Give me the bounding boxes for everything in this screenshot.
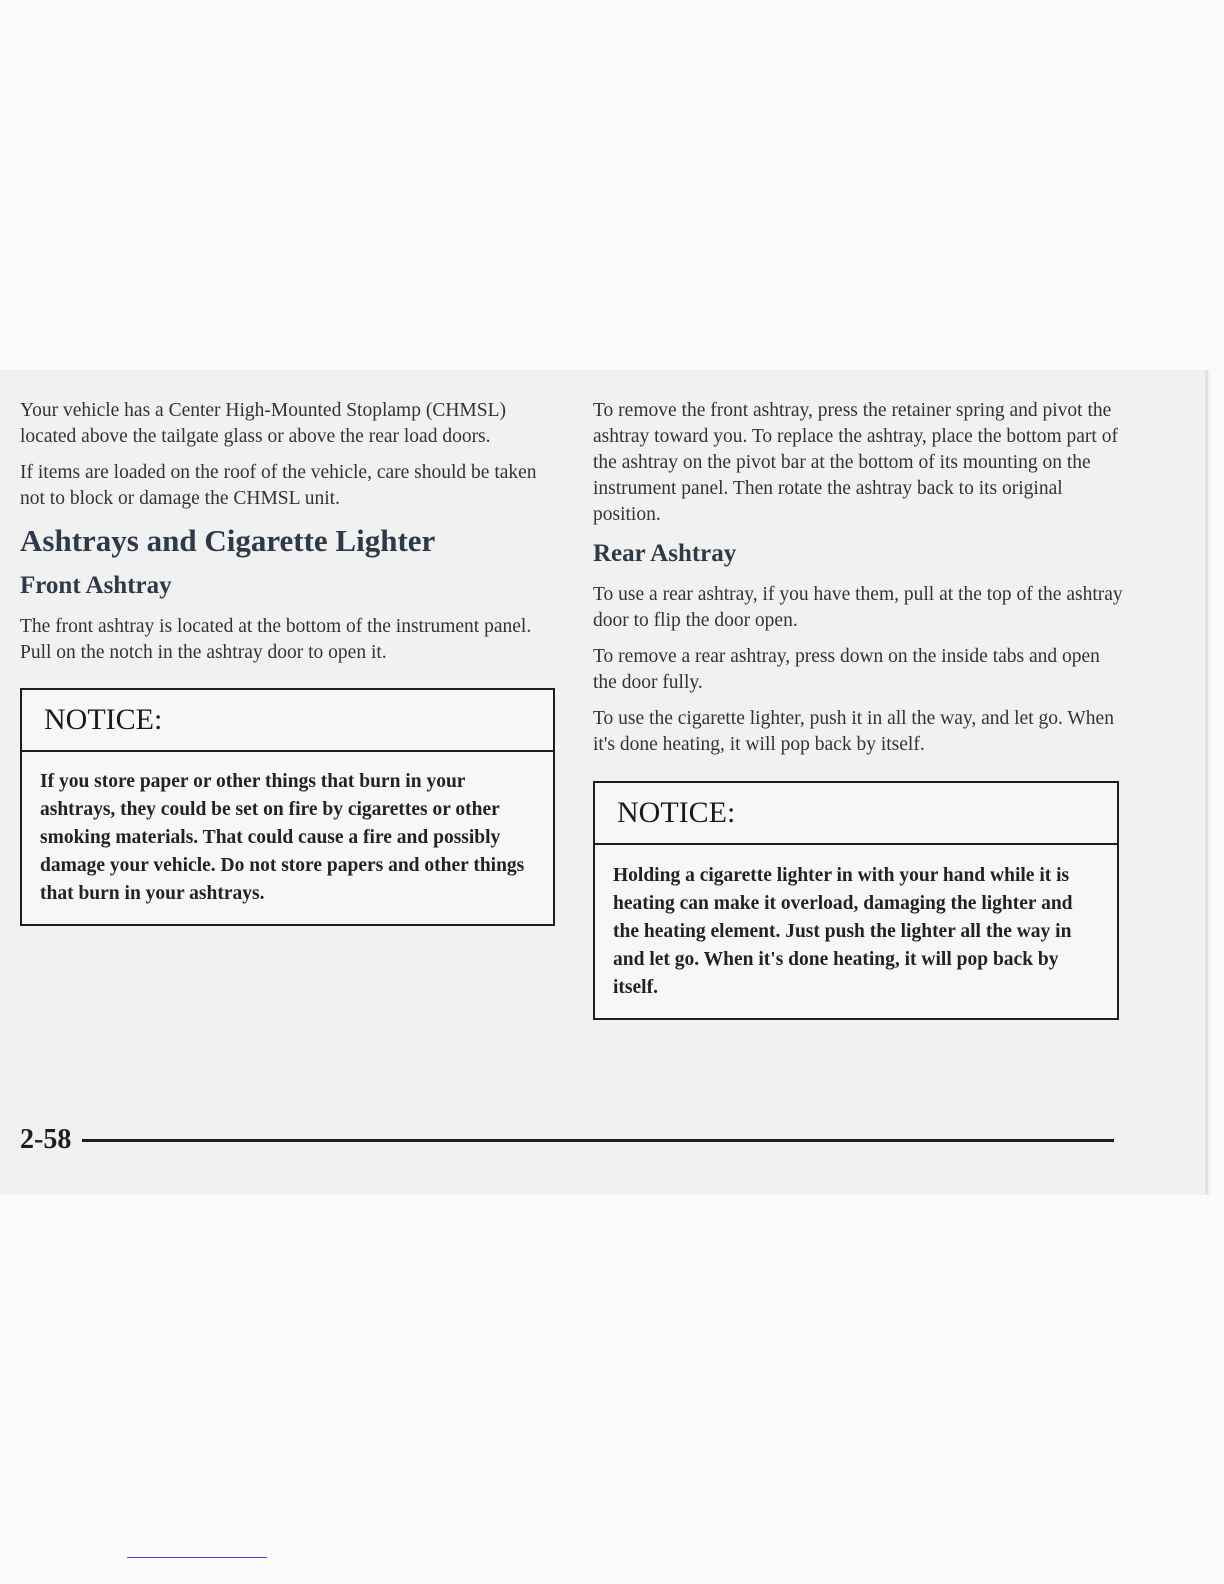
notice-title: NOTICE: <box>595 783 1117 845</box>
link-underline <box>127 1557 267 1558</box>
rear-ashtray-use-paragraph: To use a rear ashtray, if you have them, pull at the top of the ashtray door to flip the door open. <box>593 584 1123 631</box>
page-number: 2-58 <box>20 1124 72 1155</box>
cigarette-lighter-paragraph: To use the cigarette lighter, push it in all the way, and let go. When it's done heating, it will pop back by itself. <box>593 708 1114 755</box>
front-ashtray-heading: Front Ashtray <box>20 572 172 599</box>
footer-rule <box>82 1139 1114 1142</box>
page-footer <box>20 1122 1115 1158</box>
rear-ashtray-remove-paragraph: To remove a rear ashtray, press down on the inside tabs and open the door fully. <box>593 646 1100 693</box>
front-ashtray-paragraph: The front ashtray is located at the bottom of the instrument panel. Pull on the notch in the ashtray door to open it. <box>20 616 532 663</box>
notice-title: NOTICE: <box>22 690 553 752</box>
chmsl-care-paragraph: If items are loaded on the roof of the vehicle, care should be taken not to block or damage the CHMSL unit. <box>20 462 537 509</box>
remove-front-ashtray-paragraph: To remove the front ashtray, press the retainer spring and pivot the ashtray toward you. To replace the ashtray, place the bottom part of the ashtray on the pivot bar at the bottom of its mounting on the instrument panel. Then rotate the ashtray back to its original position. <box>593 400 1118 525</box>
left-column <box>20 398 555 926</box>
notice-box-ashtray <box>20 688 555 926</box>
right-column <box>593 398 1123 1020</box>
notice-box-lighter <box>593 781 1119 1020</box>
page-edge <box>1205 370 1208 1195</box>
chmsl-paragraph: Your vehicle has a Center High-Mounted Stoplamp (CHMSL) located above the tailgate glass or above the rear load doors. <box>20 400 507 447</box>
section-title: Ashtrays and Cigarette Lighter <box>20 523 436 558</box>
notice-body: If you store paper or other things that burn in your ashtrays, they could be set on fire by cigarettes or other smoking materials. That could cause a fire and possibly damage your vehicle. Do not store papers and other things that burn in your ashtrays. <box>40 771 525 904</box>
notice-body: Holding a cigarette lighter in with your hand while it is heating can make it overload, damaging the lighter and the heating element. Just push the lighter all the way in and let go. When it's done heating, it will pop back by itself. <box>613 865 1073 998</box>
rear-ashtray-heading: Rear Ashtray <box>593 540 737 567</box>
